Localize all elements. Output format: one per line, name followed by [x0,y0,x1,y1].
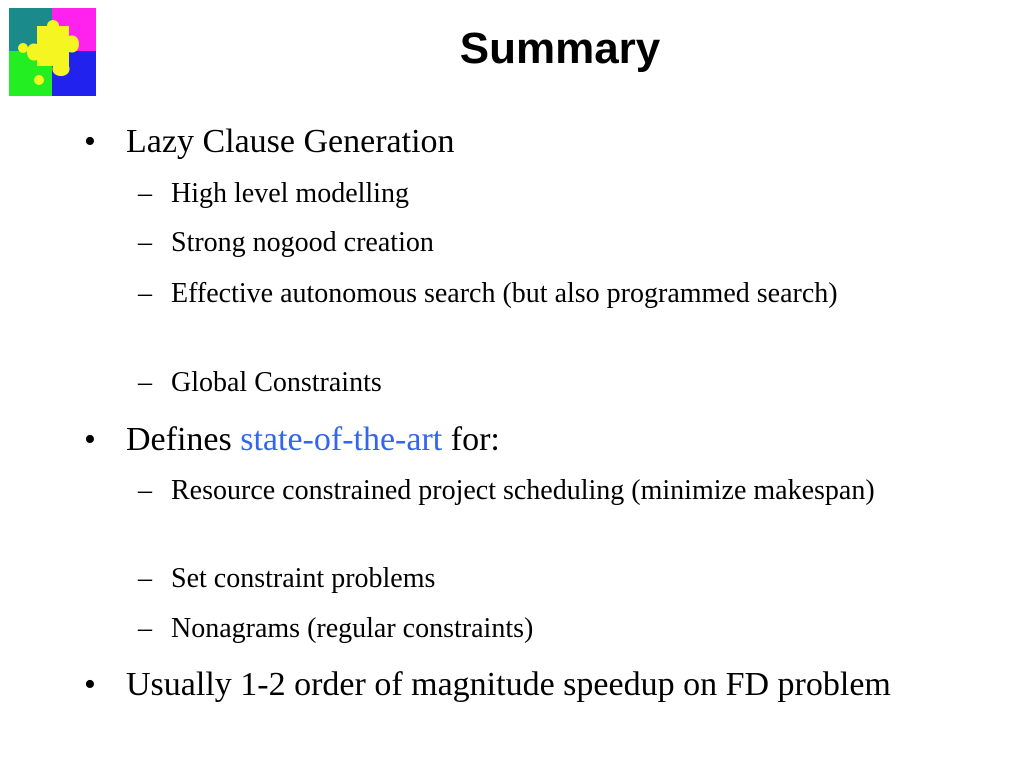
sub-item-text: Nonagrams (regular constraints) [171,613,534,644]
sub-item-text: High level modelling [171,178,409,209]
bullet-item [84,663,96,707]
bullet-marker: • [84,123,96,160]
bullet-item [84,120,96,164]
sub-marker: – [138,563,152,594]
bullet-text: Lazy Clause Generation [126,123,455,160]
sub-marker: – [138,367,152,398]
highlighted-term: state-of-the-art [240,421,443,458]
bullet-marker: • [84,421,96,458]
bullet-item [84,418,96,462]
sub-item-text: Set constraint problems [171,563,436,594]
sub-marker: – [138,178,152,209]
sub-item-text: Global Constraints [171,367,382,398]
sub-item-text: Resource constrained project scheduling (minimize makespan) [171,475,875,506]
bullet-marker: • [84,666,96,703]
slide-title: Summary [459,24,661,73]
sub-marker: – [138,278,152,309]
sub-item-text: Effective autonomous search (but also programmed search) [171,278,838,309]
sub-item-text: Strong nogood creation [171,227,434,258]
sub-marker: – [138,613,152,644]
bullet-text: Defines state-of-the-art for: [126,421,500,458]
bullet-text: Usually 1-2 order of magnitude speedup on FD problem [126,666,891,703]
sub-marker: – [138,227,152,258]
sub-marker: – [138,475,152,506]
